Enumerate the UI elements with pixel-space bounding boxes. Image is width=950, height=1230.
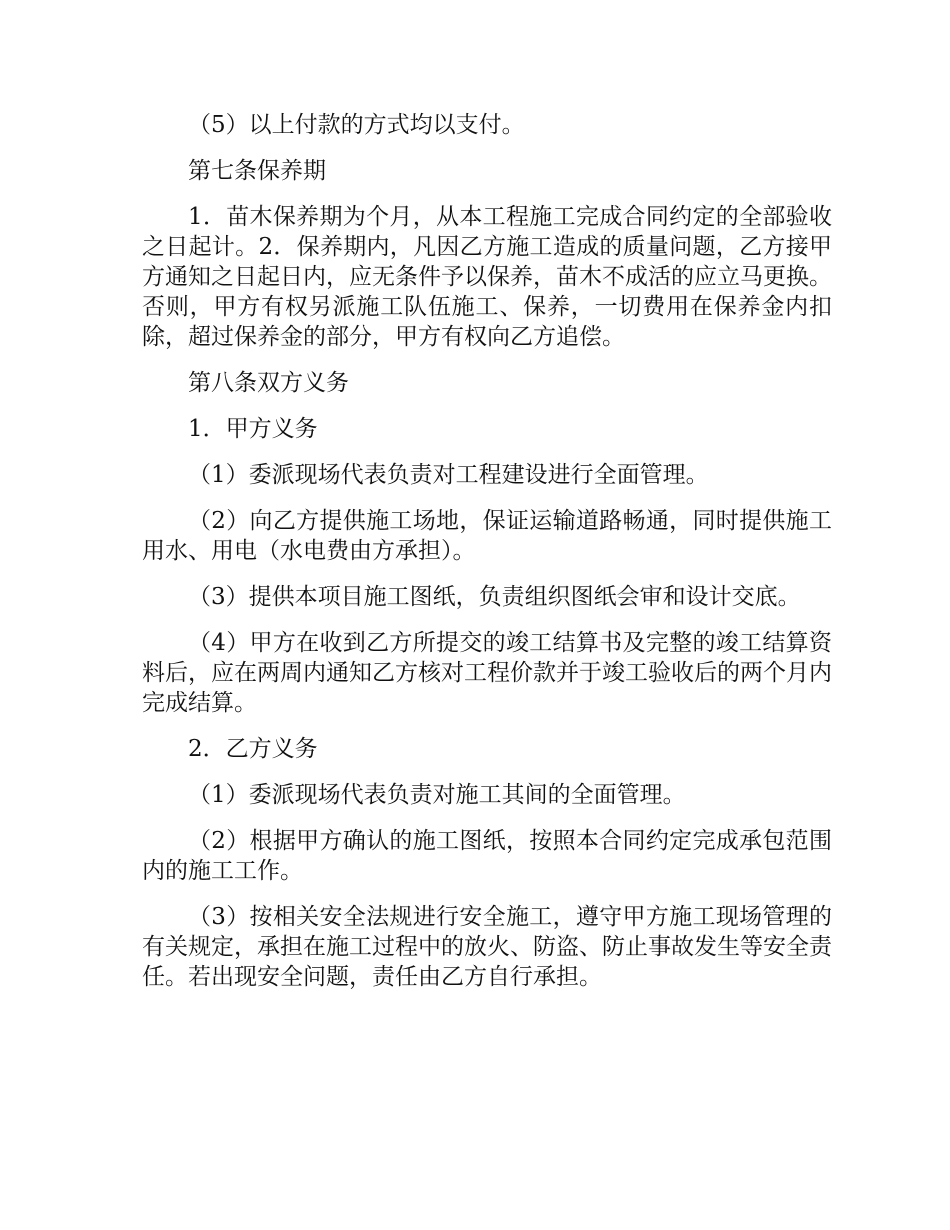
heading-article-7: 第七条保养期 xyxy=(188,158,326,184)
subheading-party-b-obligations: 2．乙方义务 xyxy=(188,736,318,762)
paragraph-party-a-item-4: （4）甲方在收到乙方所提交的竣工结算书及完整的竣工结算资料后，应在两周内通知乙方核对工程价款并于竣工验收后的两个月内完成结算。 xyxy=(142,630,832,716)
subheading-party-a-obligations: 1．甲方义务 xyxy=(188,416,318,442)
paragraph-party-a-item-2: （2）向乙方提供施工场地，保证运输道路畅通，同时提供施工用水、用电（水电费由方承担）。 xyxy=(142,508,832,564)
paragraph-party-a-item-3: （3）提供本项目施工图纸，负责组织图纸会审和设计交底。 xyxy=(188,584,801,610)
paragraph-party-a-item-1: （1）委派现场代表负责对工程建设进行全面管理。 xyxy=(188,462,709,488)
paragraph-party-b-item-1: （1）委派现场代表负责对施工其间的全面管理。 xyxy=(188,782,686,808)
heading-article-8: 第八条双方义务 xyxy=(188,370,349,396)
paragraph-maintenance-period: 1．苗木保养期为个月，从本工程施工完成合同约定的全部验收之日起计。2．保养期内，凡因乙方施工造成的质量问题，乙方接甲方通知之日起日内，应无条件予以保养，苗木不成活的应立马更换。否则，甲方有权另派施工队伍施工、保养，一切费用在保养金内扣除，超过保养金的部分，甲方有权向乙方追偿。 xyxy=(142,204,832,350)
paragraph-party-b-item-3: （3）按相关安全法规进行安全施工，遵守甲方施工现场管理的有关规定，承担在施工过程中的放火、防盗、防止事故发生等安全责任。若出现安全问题，责任由乙方自行承担。 xyxy=(142,904,832,990)
paragraph-party-b-item-2: （2）根据甲方确认的施工图纸，按照本合同约定完成承包范围内的施工工作。 xyxy=(142,828,832,884)
paragraph-payment-method: （5）以上付款的方式均以支付。 xyxy=(188,112,525,138)
document-body xyxy=(142,110,832,1008)
